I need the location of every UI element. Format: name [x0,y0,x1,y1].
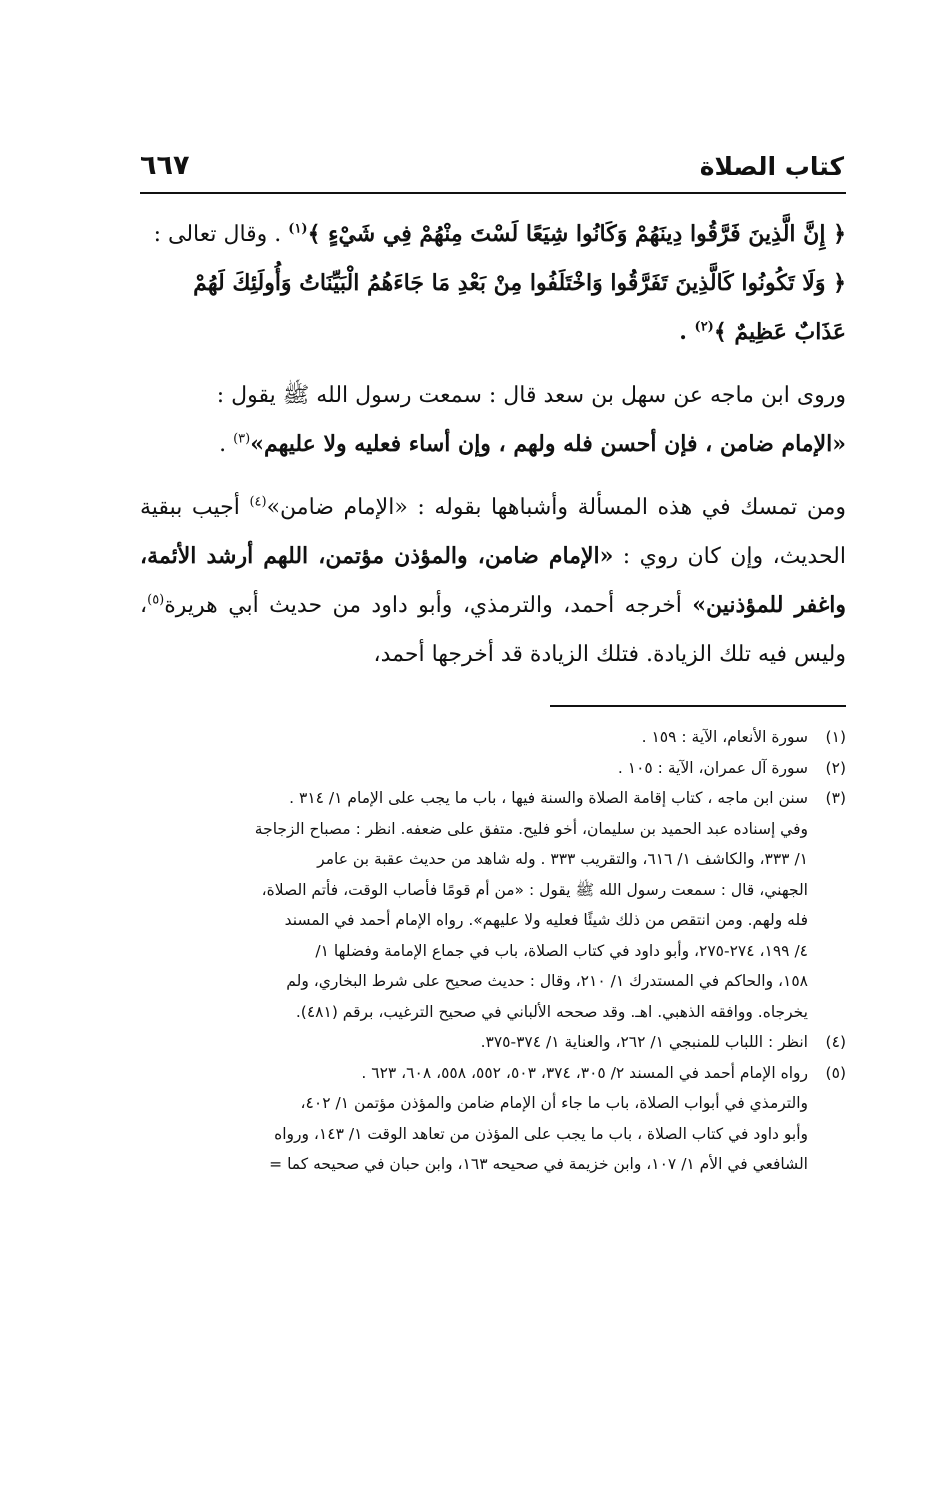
hadith-intro: وروى ابن ماجه عن سهل بن سعد قال : سمعت رسول الله ﷺ يقول : [216,383,846,408]
verse-al-imran-end: عَذَابٌ عَظِيمٌ ﴾ [713,319,846,345]
hadith-text: «الإمام ضامن ، فإن أحسن فله ولهم ، وإن أساء فعليه ولا عليهم» [250,431,846,457]
footnote-line: الجهني، قال : سمعت رسول الله ﷺ يقول : «من أم قومًا فأصاب الوقت، فأتم الصلاة، [261,880,808,899]
footnote-line: يخرجاه. ووافقه الذهبي. اهـ. وقد صححه الألباني في صحيح الترغيب، برقم (٤٨١). [295,1002,808,1021]
footnote-4 [140,1027,846,1058]
footnote-number: (٥) [825,1063,846,1082]
footnote-5 [140,1058,846,1180]
footnote-line: ١/ ٣٣٣، والكاشف ١/ ٦١٦، والتقريب ٣٣٣ . وله شاهد من حديث عقبة بن عامر [317,850,808,868]
discussion-part-1: ومن تمسك في هذه المسألة وأشباهها بقوله : «الإمام ضامن» [266,495,846,520]
footnote-line: سورة الأنعام، الآية : ١٥٩ . [641,728,808,746]
footnote-line: الشافعي في الأم ١/ ١٠٧، وابن خزيمة في صحيحه ١٦٣، وابن حبان في صحيحه كما = [269,1155,808,1173]
footnote-number: (١) [825,728,846,746]
header-rule [140,192,846,194]
discussion-part-2: أجيب ببقية الحديث، وإن كان روي : [140,495,846,569]
main-text [140,210,846,679]
footnote-line: وأبو داود في كتاب الصلاة ، باب ما يجب على المؤذن من تعاهد الوقت ١/ ١٤٣، ورواه [274,1124,808,1143]
period: . [219,432,234,457]
footnote-line: ٤/ ١٩٩، ٢٧٤-٢٧٥، وأبو داود في كتاب الصلاة، باب في جماع الإمامة وفضلها ١/ [315,941,808,960]
footnote-1 [140,722,846,753]
footnote-number: (٢) [825,758,846,777]
verse-intro: . وقال تعالى : [153,222,289,247]
footnote-number: (٤) [825,1033,846,1051]
paragraph-hadith-ibn-majah [140,371,846,469]
footnote-line: وفي إسناده عبد الحميد بن سليمان، أخو فليح. متفق على ضعفه. انظر : مصباح الزجاجة [254,819,808,838]
paragraph-quran-verses [140,210,846,357]
verse-an-am: ﴿ إِنَّ الَّذِينَ فَرَّقُوا دِينَهُمْ وَكَانُوا شِيَعًا لَسْتَ مِنْهُمْ فِي شَيْءٍ ﴾ [307,221,846,247]
footnote-ref-4[interactable]: (٤) [249,494,267,510]
discussion-part-4: ، وليس فيه تلك الزيادة. فتلك الزيادة قد أخرجها أحمد، [140,593,846,667]
footnote-2 [140,753,846,784]
footnote-ref-1[interactable]: (١) [288,221,308,237]
hadith-quote: «الإمام ضامن، والمؤذن مؤتمن، اللهم أرشد الأئمة، واغفر للمؤذنين» [140,543,847,618]
footnote-line: فله ولهم. ومن انتقص من ذلك شيئًا فعليه ولا عليهم». رواه الإمام أحمد في المسند [284,911,808,929]
footnote-ref-3[interactable]: (٣) [233,431,251,447]
footnote-line: والترمذي في أبواب الصلاة، باب ما جاء أن الإمام ضامن والمؤذن مؤتمن ١/ ٤٠٢، [300,1094,808,1112]
footnote-line: انظر : اللباب للمنبجي ١/ ٢٦٢، والعناية ١/ ٣٧٤-٣٧٥. [480,1033,808,1051]
discussion-part-3: أخرجه أحمد، والترمذي، وأبو داود من حديث أبي هريرة [164,593,693,618]
period: . [679,319,695,345]
page-header [140,148,844,188]
footnote-line: سورة آل عمران، الآية : ١٠٥ . [617,758,808,777]
chapter-title: كتاب الصلاة [699,152,844,181]
footnote-line: رواه الإمام أحمد في المسند ٢/ ٣٠٥، ٣٧٤، ٥٠٣، ٥٥٢، ٥٥٨، ٦٠٨، ٦٢٣ . [361,1063,808,1082]
footnote-line: ١٥٨، والحاكم في المستدرك ١/ ٢١٠، وقال : حديث صحيح على شرط البخاري، ولم [286,972,808,990]
footnote-ref-5[interactable]: (٥) [147,592,165,608]
paragraph-discussion [140,483,846,679]
footnote-3 [140,783,846,1027]
footnotes [140,722,846,1180]
footnote-separator [550,705,846,707]
verse-al-imran: ﴿ وَلَا تَكُونُوا كَالَّذِينَ تَفَرَّقُوا وَاخْتَلَفُوا مِنْ بَعْدِ مَا جَاءَهُمُ الْبَيِّنَاتُ وَأُولَئِكَ لَهُمْ [193,270,846,296]
footnote-line: سنن ابن ماجه ، كتاب إقامة الصلاة والسنة فيها ، باب ما يجب على الإمام ١/ ٣١٤ . [289,789,808,807]
footnote-number: (٣) [825,789,846,807]
page-number: ٦٦٧ [140,150,190,181]
footnote-ref-2[interactable]: (٢) [694,319,714,335]
